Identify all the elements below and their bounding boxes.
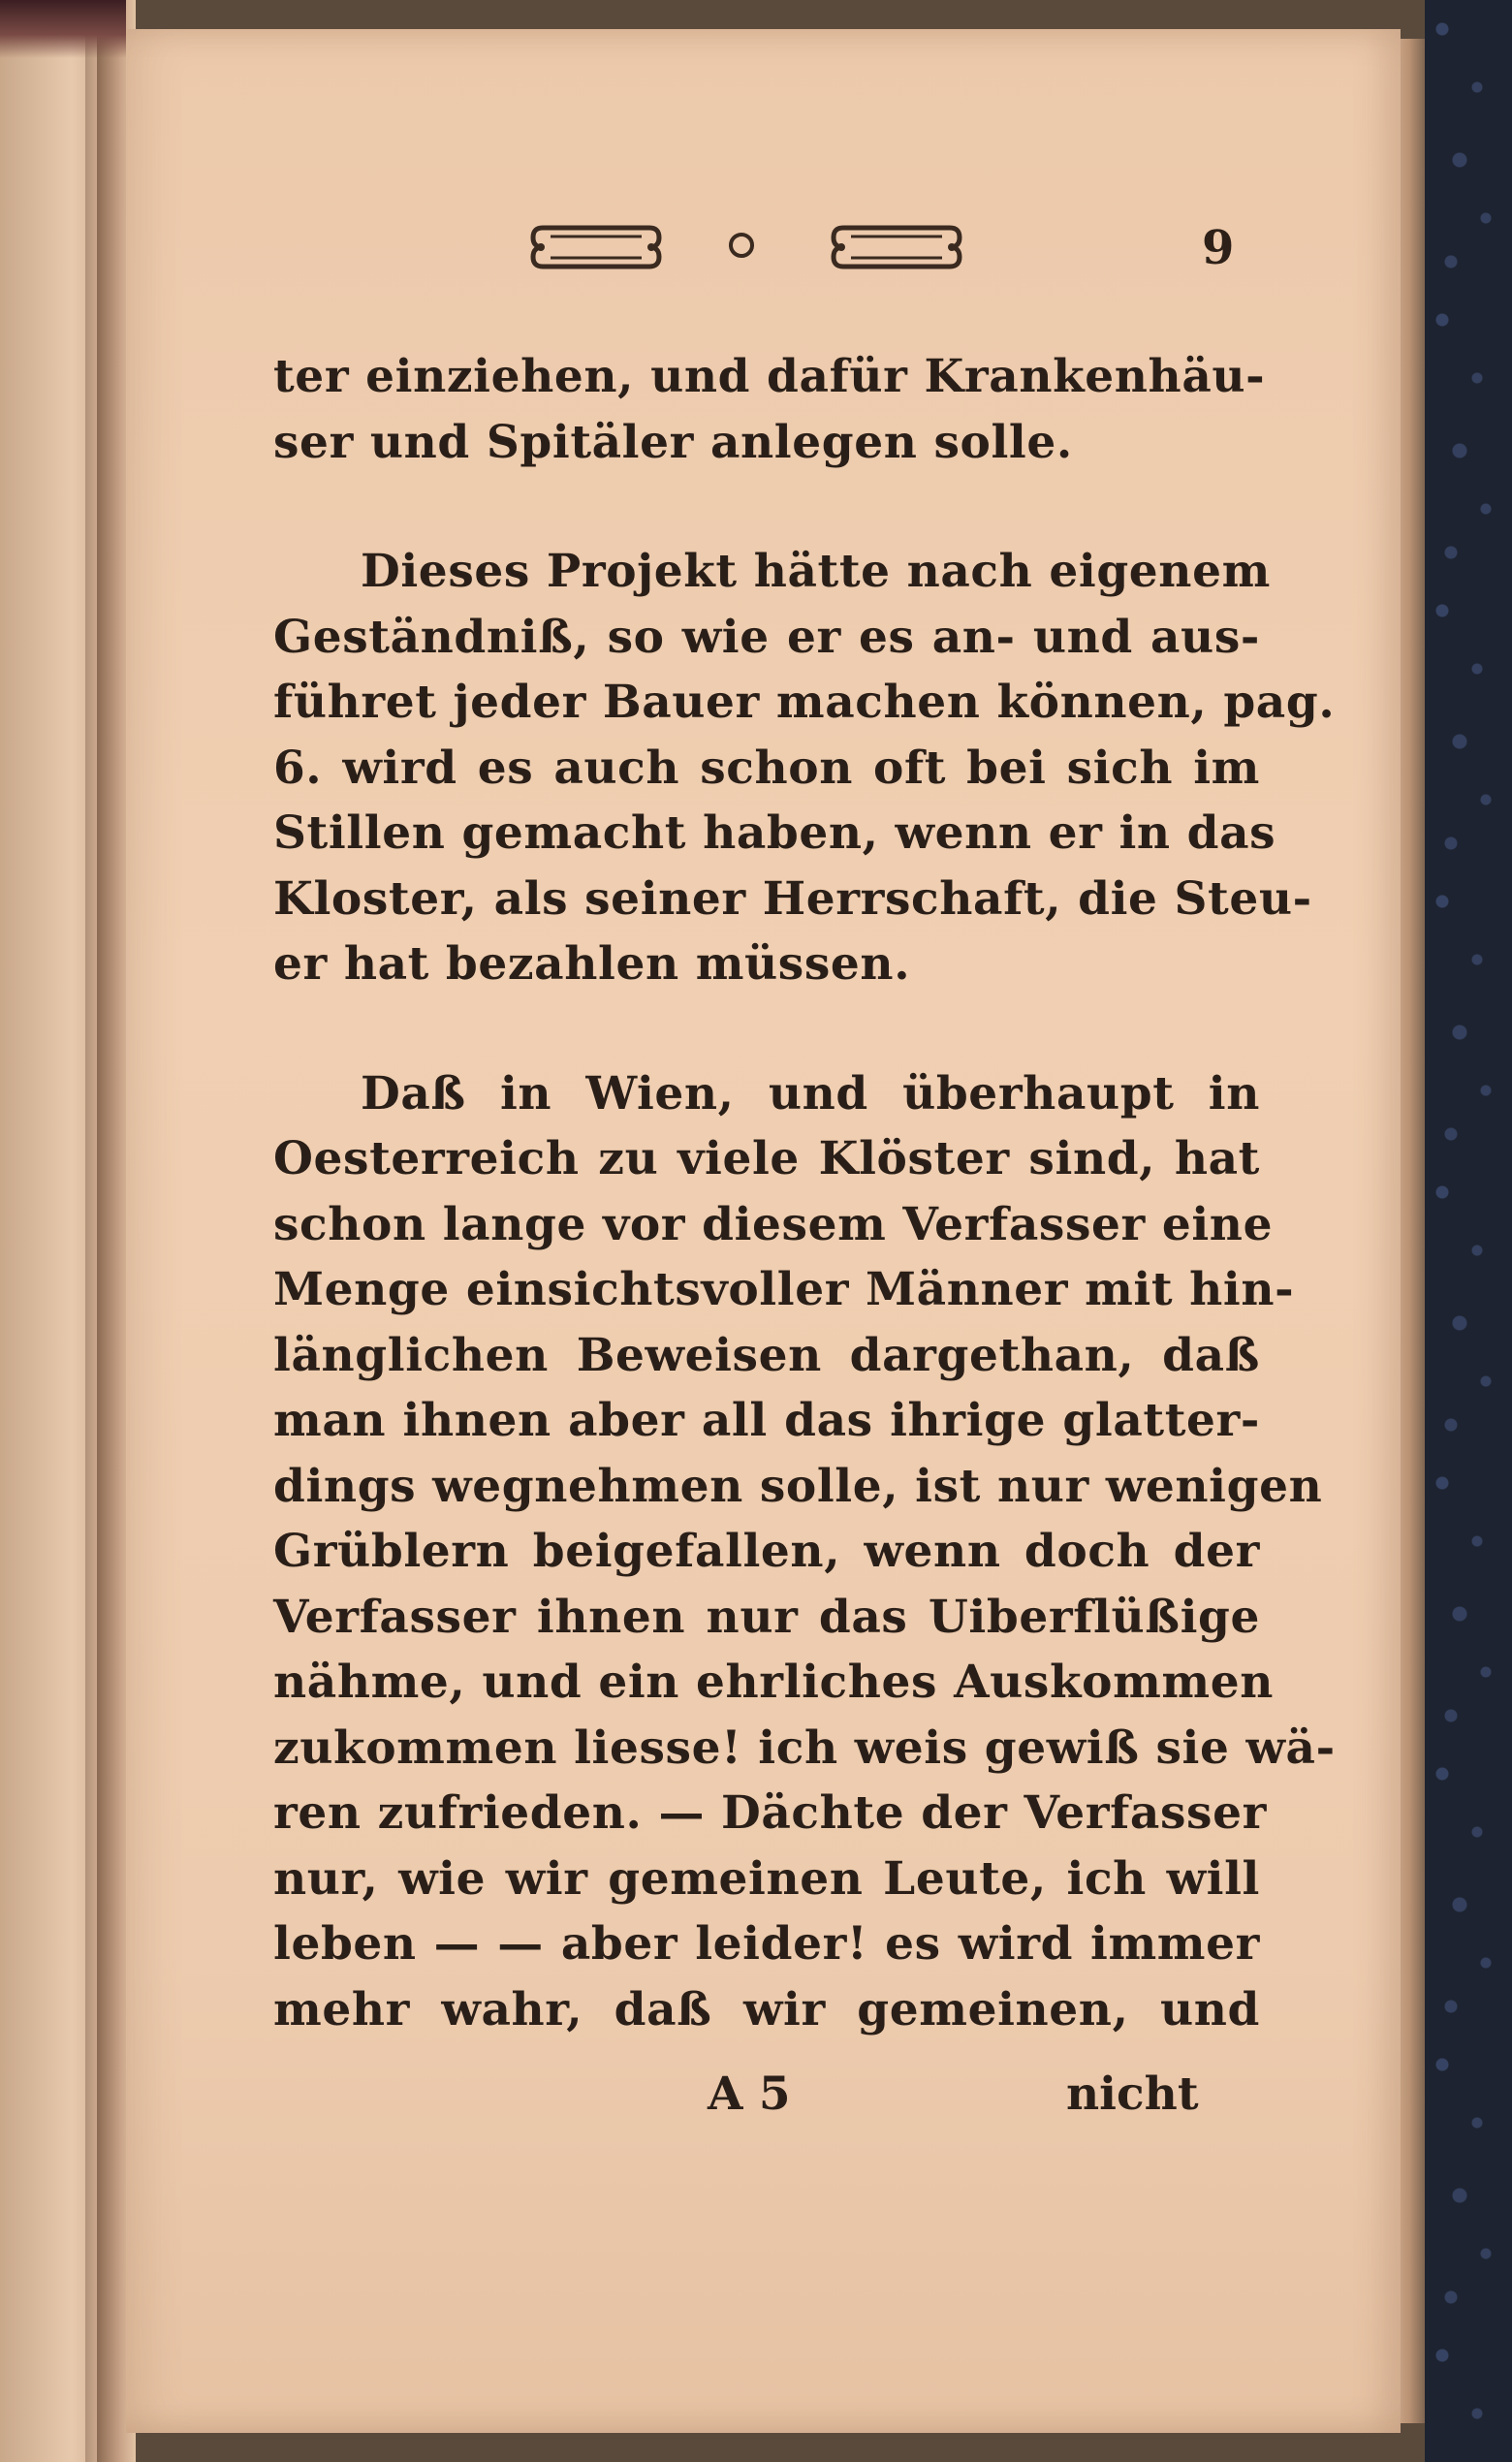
text-line: Geständniß, so wie er es an- und aus- xyxy=(273,610,1260,664)
text-line: länglichen Beweisen dargethan, daß xyxy=(273,1328,1260,1382)
text-line: Kloster, als seiner Herrschaft, die Steu- xyxy=(273,871,1312,926)
text-line: Grüblern beigefallen, wenn doch der xyxy=(273,1525,1260,1578)
text-line: nähme, und ein ehrliches Auskommen xyxy=(273,1656,1275,1709)
text-line: zukommen liesse! ich weis gewiß sie wä- xyxy=(273,1720,1336,1775)
text-line: Dieses Projekt hätte nach eigenem xyxy=(361,545,1271,598)
text-line: man ihnen aber all das ihrige glatter- xyxy=(273,1394,1260,1447)
ornament-right-icon xyxy=(824,213,969,281)
text-line: Verfasser ihnen nur das Uiberflüßige xyxy=(273,1590,1260,1644)
book-cover xyxy=(1425,0,1512,2462)
text-line: er hat bezahlen müssen. xyxy=(273,937,911,991)
text-line: 6. wird es auch schon oft bei sich im xyxy=(273,741,1260,795)
text-line: schon lange vor diesem Verfasser eine xyxy=(273,1197,1274,1251)
text-line: mehr wahr, daß wir gemeinen, und xyxy=(273,1982,1260,2036)
text-line: Menge einsichtsvoller Männer mit hin- xyxy=(273,1263,1295,1316)
text-line: ser und Spitäler anlegen solle. xyxy=(273,415,1073,469)
page-header-ornament xyxy=(523,204,1027,291)
ornament-dot-icon xyxy=(729,233,754,258)
signature-mark: A 5 xyxy=(708,2067,791,2121)
text-line: Daß in Wien, und überhaupt in xyxy=(361,1066,1260,1121)
catchword: nicht xyxy=(1066,2067,1199,2121)
text-line: dings wegnehmen solle, ist nur wenigen xyxy=(273,1459,1323,1513)
text-line: Oesterreich zu viele Klöster sind, hat xyxy=(273,1132,1260,1185)
text-line: Stillen gemacht haben, wenn er in das xyxy=(273,806,1276,860)
ornament-left-icon xyxy=(523,213,669,281)
text-line: führet jeder Bauer machen können, pag. xyxy=(273,676,1336,729)
paragraph xyxy=(273,539,1336,997)
paragraph xyxy=(273,1061,1336,2043)
page-body-text xyxy=(273,344,1336,2042)
binding-strip xyxy=(0,0,126,58)
page-number: 9 xyxy=(1202,221,1235,275)
paragraph xyxy=(273,344,1266,475)
text-line: nur, wie wir gemeinen Leute, ich will xyxy=(273,1851,1260,1906)
text-line: leben — — aber leider! es wird immer xyxy=(273,1917,1260,1971)
text-line: ter einziehen, und dafür Krankenhäu- xyxy=(273,350,1266,403)
text-line: ren zufrieden. — Dächte der Verfasser xyxy=(273,1786,1267,1840)
